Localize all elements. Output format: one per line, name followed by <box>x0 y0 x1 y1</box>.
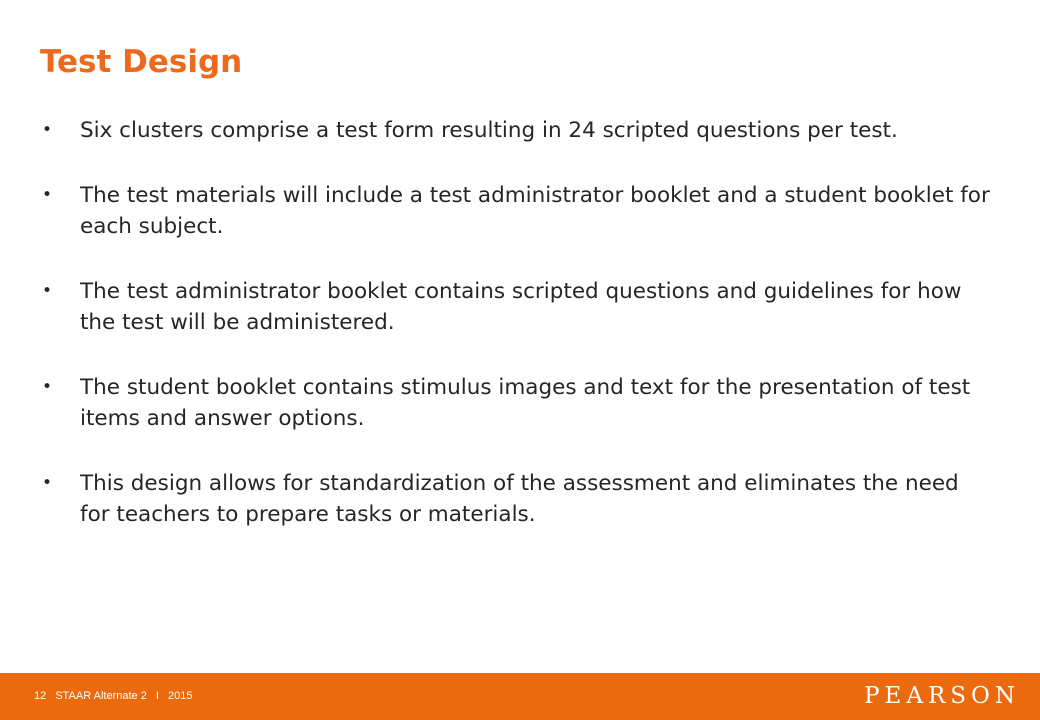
slide-title: Test Design <box>40 44 243 80</box>
list-item <box>42 276 992 338</box>
bullet-text: The test materials will include a test administrator booklet and a student booklet for each subject. <box>80 183 990 239</box>
footer-separator: I <box>155 690 159 702</box>
bullet-icon: • <box>42 281 53 301</box>
bullet-icon: • <box>42 185 53 205</box>
list-item <box>42 372 992 434</box>
list-item <box>42 180 992 242</box>
list-item <box>42 115 992 146</box>
presentation-title: STAAR Alternate 2 <box>55 690 147 702</box>
bullet-text: The student booklet contains stimulus images and text for the presentation of test items and answer options. <box>80 375 971 431</box>
bullet-icon: • <box>42 473 53 493</box>
pearson-logo: PEARSON <box>864 683 1020 709</box>
bullet-list <box>42 115 992 564</box>
bullet-text: The test administrator booklet contains scripted questions and guidelines for how the test will be administered. <box>80 279 962 335</box>
list-item <box>42 468 992 530</box>
bullet-text: This design allows for standardization of the assessment and eliminates the need for teachers to prepare tasks or materials. <box>80 471 959 527</box>
footer-text <box>34 689 199 703</box>
bullet-icon: • <box>42 120 53 140</box>
footer-bar <box>0 673 1040 720</box>
footer-year: 2015 <box>168 690 193 702</box>
page-number: 12 <box>34 690 47 702</box>
bullet-text: Six clusters comprise a test form resulting in 24 scripted questions per test. <box>80 118 898 143</box>
bullet-icon: • <box>42 377 53 397</box>
